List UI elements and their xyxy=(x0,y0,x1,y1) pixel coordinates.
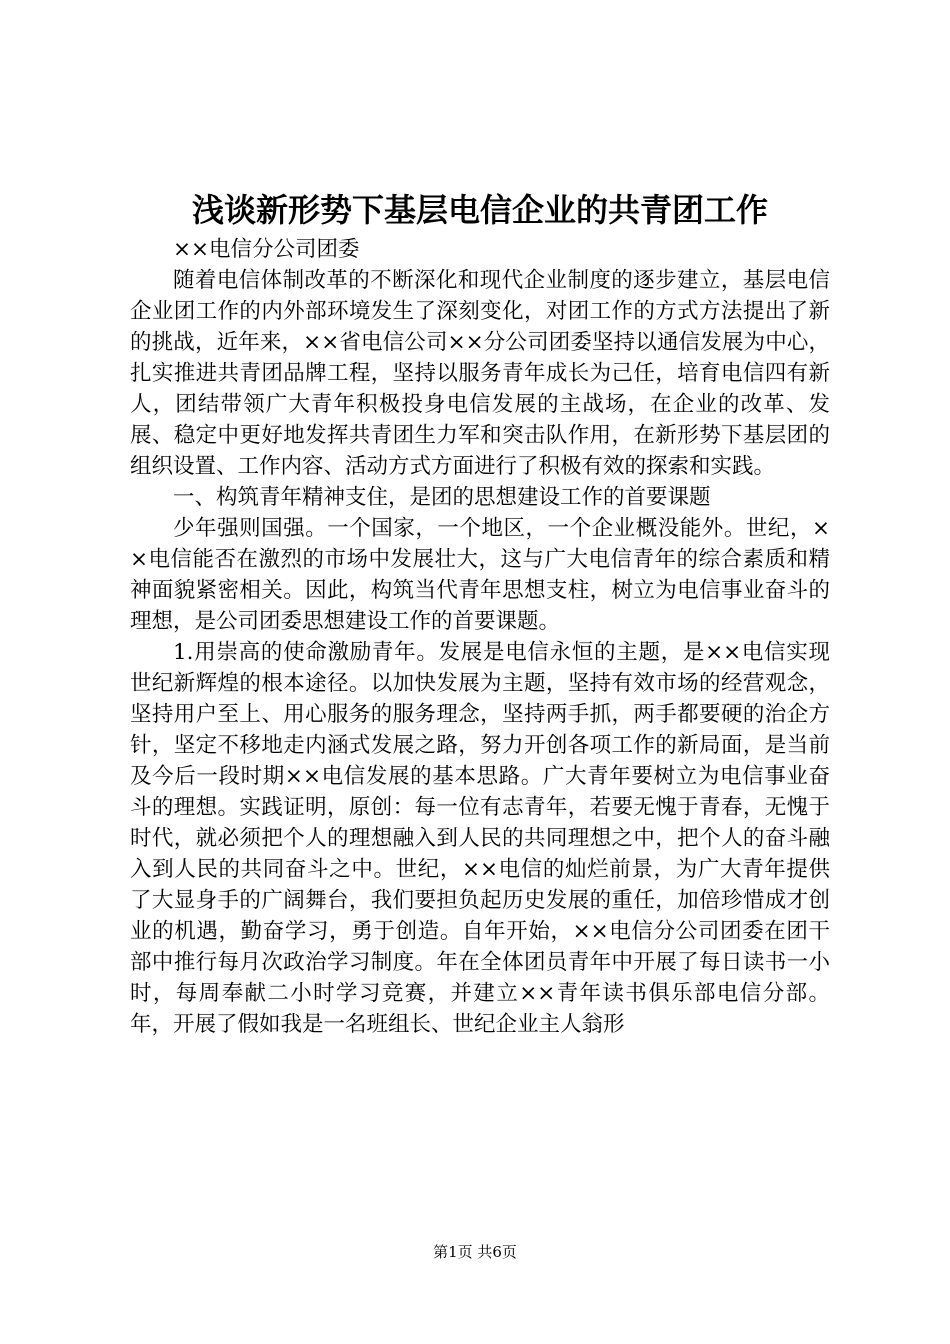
paragraph-item-1: 1.用崇高的使命激励青年。发展是电信永恒的主题，是××电信实现世纪新辉煌的根本途径。以加快发展为主题，坚持有效市场的经营观念，坚持用户至上、用心服务的服务理念，坚持两手抓，两手都要硬的治企方针，坚定不移地走内涵式发展之路，努力开创各项工作的新局面，是当前及今后一段时期××电信发展的基本思路。广大青年要树立为电信事业奋斗的理想。实践证明，原创：每一位有志青年，若要无愧于青春，无愧于时代，就必须把个人的理想融入到人民的共同理想之中，把个人的奋斗融入到人民的共同奋斗之中。世纪，××电信的灿烂前景，为广大青年提供了大显身手的广阔舞台，我们要担负起历史发展的重任，加倍珍惜成才创业的机遇，勤奋学习，勇于创造。自年开始，××电信分公司团委在团干部中推行每月次政治学习制度。年在全体团员青年中开展了每日读书一小时，每周奉献二小时学习竞赛，并建立××青年读书俱乐部电信分部。年，开展了假如我是一名班组长、世纪企业主人翁形 xyxy=(130,640,830,1037)
section-heading-1: 一、构筑青年精神支住，是团的思想建设工作的首要课题 xyxy=(173,485,711,510)
document-author: ××电信分公司团委 xyxy=(173,237,360,262)
paragraph-intro: 随着电信体制改革的不断深化和现代企业制度的逐步建立，基层电信企业团工作的内外部环境发生了深刻变化，对团工作的方式方法提出了新的挑战，近年来，××省电信公司××分公司团委坚持以通信发展为中心，扎实推进共青团品牌工程，坚持以服务青年成长为己任，培育电信四有新人，团结带领广大青年积极投身电信发展的主战场，在企业的改革、发展、稳定中更好地发挥共青团生力军和突击队作用，在新形势下基层团的组织设置、工作内容、活动方式方面进行了积极有效的探索和实践。 xyxy=(130,268,830,479)
page-footer: 第1页 共6页 xyxy=(433,1243,517,1261)
document-title: 浅谈新形势下基层电信企业的共青团工作 xyxy=(191,191,768,229)
document-body xyxy=(130,188,830,1040)
paragraph-section-1: 少年强则国强。一个国家，一个地区，一个企业概没能外。世纪，××电信能否在激烈的市场中发展壮大，这与广大电信青年的综合素质和精神面貌紧密相关。因此，构筑当代青年思想支柱，树立为电信事业奋斗的理想，是公司团委思想建设工作的首要课题。 xyxy=(130,516,830,634)
